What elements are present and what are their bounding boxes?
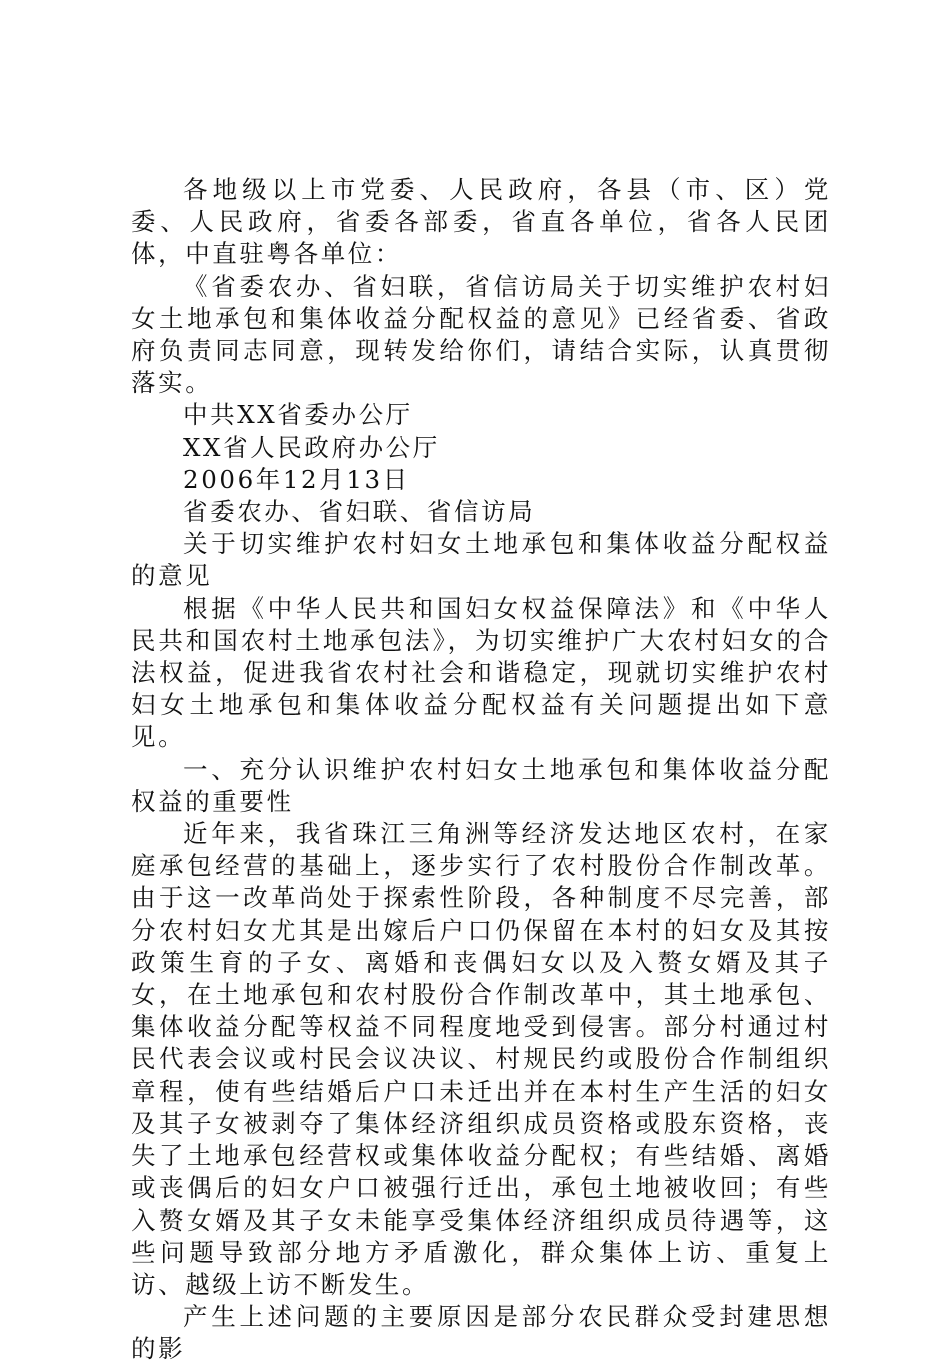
recipients-paragraph: 各地级以上市党委、人民政府，各县（市、区）党委、人民政府，省委各部委，省直各单位，省各人民团体，中直驻粤各单位： <box>131 175 831 269</box>
intro-paragraph: 根据《中华人民共和国妇女权益保障法》和《中华人民共和国农村土地承包法》，为切实维护广大农村妇女的合法权益，促进我省农村社会和谐稳定，现就切实维护农村妇女土地承包和集体收益分配权益有关问题提出如下意见。 <box>131 593 831 752</box>
document-body <box>131 174 831 1366</box>
section-1-cause: 产生上述问题的主要原因是部分农民群众受封建思想的影 <box>131 1302 831 1364</box>
document-title: 关于切实维护农村妇女土地承包和集体收益分配权益的意见 <box>131 529 831 591</box>
section-1-body: 近年来，我省珠江三角洲等经济发达地区农村，在家庭承包经营的基础上，逐步实行了农村股份合作制改革。由于这一改革尚处于探索性阶段，各种制度不尽完善，部分农村妇女尤其是出嫁后户口仍保留在本村的妇女及其按政策生育的子女、离婚和丧偶妇女以及入赘女婿及其子女，在土地承包和农村股份合作制改革中，其土地承包、集体收益分配等权益不同程度地受到侵害。部分村通过村民代表会议或村民会议决议、村规民约或股份合作制组织章程，使有些结婚后户口未迁出并在本村生产生活的妇女及其子女被剥夺了集体经济组织成员资格或股东资格，丧失了土地承包经营权或集体收益分配权；有些结婚、离婚或丧偶后的妇女户口被强行迁出，承包土地被收回；有些入赘女婿及其子女未能享受集体经济组织成员待遇等，这些问题导致部分地方矛盾激化，群众集体上访、重复上访、越级上访不断发生。 <box>131 819 831 1299</box>
date-line: 2006年12月13日 <box>183 464 410 494</box>
issuer-line-1: 中共XX省委办公厅 <box>183 400 413 430</box>
forward-notice-paragraph: 《省委农办、省妇联，省信访局关于切实维护农村妇女土地承包和集体收益分配权益的意见》已经省委、省政府负责同志同意，现转发给你们，请结合实际，认真贯彻落实。 <box>131 271 831 398</box>
authors-line: 省委农办、省妇联、省信访局 <box>183 497 536 527</box>
section-1-heading: 一、充分认识维护农村妇女土地承包和集体收益分配权益的重要性 <box>131 754 831 816</box>
issuer-line-2: XX省人民政府办公厅 <box>183 432 440 462</box>
